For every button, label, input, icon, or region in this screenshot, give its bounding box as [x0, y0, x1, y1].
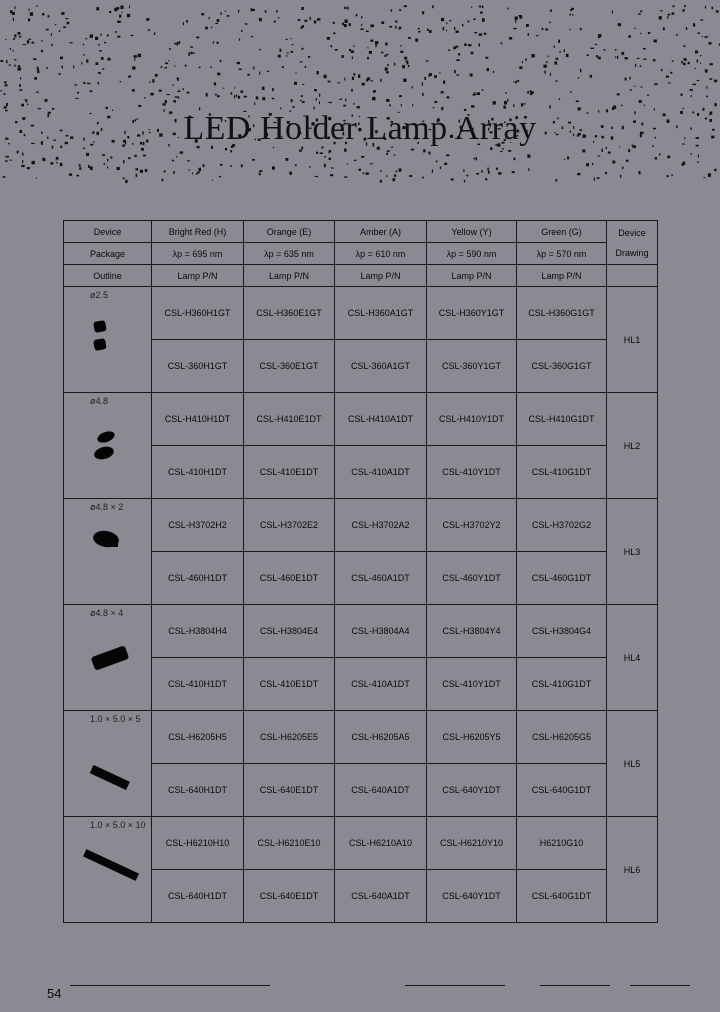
lamp-part-number: CSL-640E1DT: [244, 764, 335, 817]
lamp-part-number: CSL-360A1GT: [335, 340, 427, 393]
header-outline: Outline: [64, 265, 152, 287]
header-wavelength: λp = 590 nm: [427, 243, 517, 265]
lamp-part-number: CSL-410G1DT: [517, 446, 607, 499]
table-row: [64, 393, 658, 446]
table-row: [64, 605, 658, 658]
lamp-part-number: CSL-640G1DT: [517, 870, 607, 923]
header-package: Package: [64, 243, 152, 265]
bar-10-icon: [64, 817, 152, 923]
lamp-part-number: CSL-H6205E5: [244, 711, 335, 764]
lamp-part-number: CSL-640Y1DT: [427, 764, 517, 817]
lamp-part-number: CSL-640Y1DT: [427, 870, 517, 923]
header-lamp-pn: Lamp P/N: [427, 265, 517, 287]
lamp-part-number: CSL-460G1DT: [517, 552, 607, 605]
lamp-part-number: CSL-H6205H5: [152, 711, 244, 764]
table-row: [64, 499, 658, 552]
lamp-part-number: CSL-460E1DT: [244, 552, 335, 605]
lamp-part-number: CSL-H360A1GT: [335, 287, 427, 340]
header-color-name: Bright Red (H): [152, 221, 244, 243]
lamp-part-number: CSL-410G1DT: [517, 658, 607, 711]
bar-5-icon: [64, 711, 152, 817]
two-round-holders-icon: [64, 393, 152, 499]
table-row: [64, 711, 658, 764]
lamp-part-number: CSL-H360Y1GT: [427, 287, 517, 340]
lamp-part-number: CSL-H360H1GT: [152, 287, 244, 340]
table-row: [64, 446, 658, 499]
device-drawing: HL1: [607, 287, 658, 393]
header-blank: [607, 265, 658, 287]
lamp-part-number: CSL-640G1DT: [517, 764, 607, 817]
header-color-name: Yellow (Y): [427, 221, 517, 243]
lamp-part-number: CSL-640H1DT: [152, 870, 244, 923]
package-dimension: 1.0 × 5.0 × 10: [90, 820, 146, 830]
lamp-part-number: CSL-H360E1GT: [244, 287, 335, 340]
lamp-part-number: CSL-H6205G5: [517, 711, 607, 764]
package-outline-cell: [64, 605, 152, 711]
device-drawing: HL6: [607, 817, 658, 923]
device-drawing: HL5: [607, 711, 658, 817]
device-drawing: HL4: [607, 605, 658, 711]
header-device-drawing: [607, 221, 658, 265]
footer-rule: [540, 985, 610, 986]
header-drawing-line1: Device: [618, 227, 646, 238]
table-row: [64, 552, 658, 605]
lamp-part-number: CSL-640H1DT: [152, 764, 244, 817]
header-color-name: Green (G): [517, 221, 607, 243]
lamp-array-table: [63, 220, 658, 923]
package-outline-cell: [64, 499, 152, 605]
lamp-part-number: CSL-H3804G4: [517, 605, 607, 658]
package-dimension: ø4.8 × 4: [90, 608, 124, 618]
lamp-part-number: CSL-460A1DT: [335, 552, 427, 605]
header-color-name: Amber (A): [335, 221, 427, 243]
lamp-part-number: CSL-H410Y1DT: [427, 393, 517, 446]
lamp-part-number: CSL-640E1DT: [244, 870, 335, 923]
table-row: [64, 817, 658, 870]
device-drawing: HL3: [607, 499, 658, 605]
header-wavelength: λp = 635 nm: [244, 243, 335, 265]
header-wavelength: λp = 695 nm: [152, 243, 244, 265]
package-outline-cell: [64, 711, 152, 817]
lamp-part-number: CSL-360Y1GT: [427, 340, 517, 393]
package-dimension: ø4.8: [90, 396, 109, 406]
lamp-part-number: CSL-H6205A5: [335, 711, 427, 764]
package-dimension: ø4.8 × 2: [90, 502, 124, 512]
header-drawing-line2: Drawing: [615, 247, 649, 258]
lamp-part-number: CSL-H3702H2: [152, 499, 244, 552]
table-row: [64, 287, 658, 340]
table-row: [64, 870, 658, 923]
lamp-part-number: CSL-410A1DT: [335, 446, 427, 499]
table-row: [64, 764, 658, 817]
lamp-part-number: CSL-H6210E10: [244, 817, 335, 870]
header-wavelength: λp = 570 nm: [517, 243, 607, 265]
package-outline-cell: [64, 817, 152, 923]
lamp-part-number: CSL-H3702Y2: [427, 499, 517, 552]
lamp-part-number: H6210G10: [517, 817, 607, 870]
table-row: [64, 658, 658, 711]
lamp-part-number: CSL-H3804H4: [152, 605, 244, 658]
lamp-part-number: CSL-640A1DT: [335, 870, 427, 923]
lamp-part-number: CSL-410A1DT: [335, 658, 427, 711]
lamp-part-number: CSL-H3804Y4: [427, 605, 517, 658]
device-drawing: HL2: [607, 393, 658, 499]
speckle-texture: [0, 0, 720, 190]
lamp-part-number: CSL-H6210H10: [152, 817, 244, 870]
page-title: LED Holder Lamp Array: [183, 110, 537, 147]
lamp-part-number: CSL-410H1DT: [152, 658, 244, 711]
two-squares-icon: [64, 287, 152, 393]
package-dimension: ø2.5: [90, 290, 109, 300]
table-row: [64, 340, 658, 393]
quad-holder-icon: [64, 605, 152, 711]
header-wavelength: λp = 610 nm: [335, 243, 427, 265]
dual-holder-icon: [64, 499, 152, 605]
header-lamp-pn: Lamp P/N: [152, 265, 244, 287]
lamp-part-number: CSL-H410G1DT: [517, 393, 607, 446]
footer-rule: [70, 985, 270, 986]
lamp-part-number: CSL-H410A1DT: [335, 393, 427, 446]
lamp-part-number: CSL-H410E1DT: [244, 393, 335, 446]
lamp-part-number: CSL-410H1DT: [152, 446, 244, 499]
header-color-name: Orange (E): [244, 221, 335, 243]
lamp-part-number: CSL-410E1DT: [244, 446, 335, 499]
lamp-part-number: CSL-460Y1DT: [427, 552, 517, 605]
header-device: Device: [64, 221, 152, 243]
footer-rule: [630, 985, 690, 986]
lamp-part-number: CSL-H6210Y10: [427, 817, 517, 870]
lamp-part-number: CSL-410E1DT: [244, 658, 335, 711]
page-number: 54: [47, 986, 62, 1001]
lamp-part-number: CSL-H3804E4: [244, 605, 335, 658]
lamp-part-number: CSL-360E1GT: [244, 340, 335, 393]
lamp-part-number: CSL-410Y1DT: [427, 446, 517, 499]
lamp-part-number: CSL-H3702E2: [244, 499, 335, 552]
lamp-part-number: CSL-H6210A10: [335, 817, 427, 870]
header-lamp-pn: Lamp P/N: [517, 265, 607, 287]
lamp-part-number: CSL-640A1DT: [335, 764, 427, 817]
lamp-part-number: CSL-H3702G2: [517, 499, 607, 552]
package-outline-cell: [64, 393, 152, 499]
lamp-part-number: CSL-460H1DT: [152, 552, 244, 605]
lamp-part-number: CSL-360H1GT: [152, 340, 244, 393]
lamp-part-number: CSL-H360G1GT: [517, 287, 607, 340]
lamp-part-number: CSL-H3804A4: [335, 605, 427, 658]
lamp-part-number: CSL-360G1GT: [517, 340, 607, 393]
header-lamp-pn: Lamp P/N: [244, 265, 335, 287]
header-lamp-pn: Lamp P/N: [335, 265, 427, 287]
lamp-part-number: CSL-H410H1DT: [152, 393, 244, 446]
footer-rule: [405, 985, 505, 986]
lamp-part-number: CSL-410Y1DT: [427, 658, 517, 711]
package-outline-cell: [64, 287, 152, 393]
lamp-part-number: CSL-H6205Y5: [427, 711, 517, 764]
lamp-part-number: CSL-H3702A2: [335, 499, 427, 552]
package-dimension: 1.0 × 5.0 × 5: [90, 714, 141, 724]
